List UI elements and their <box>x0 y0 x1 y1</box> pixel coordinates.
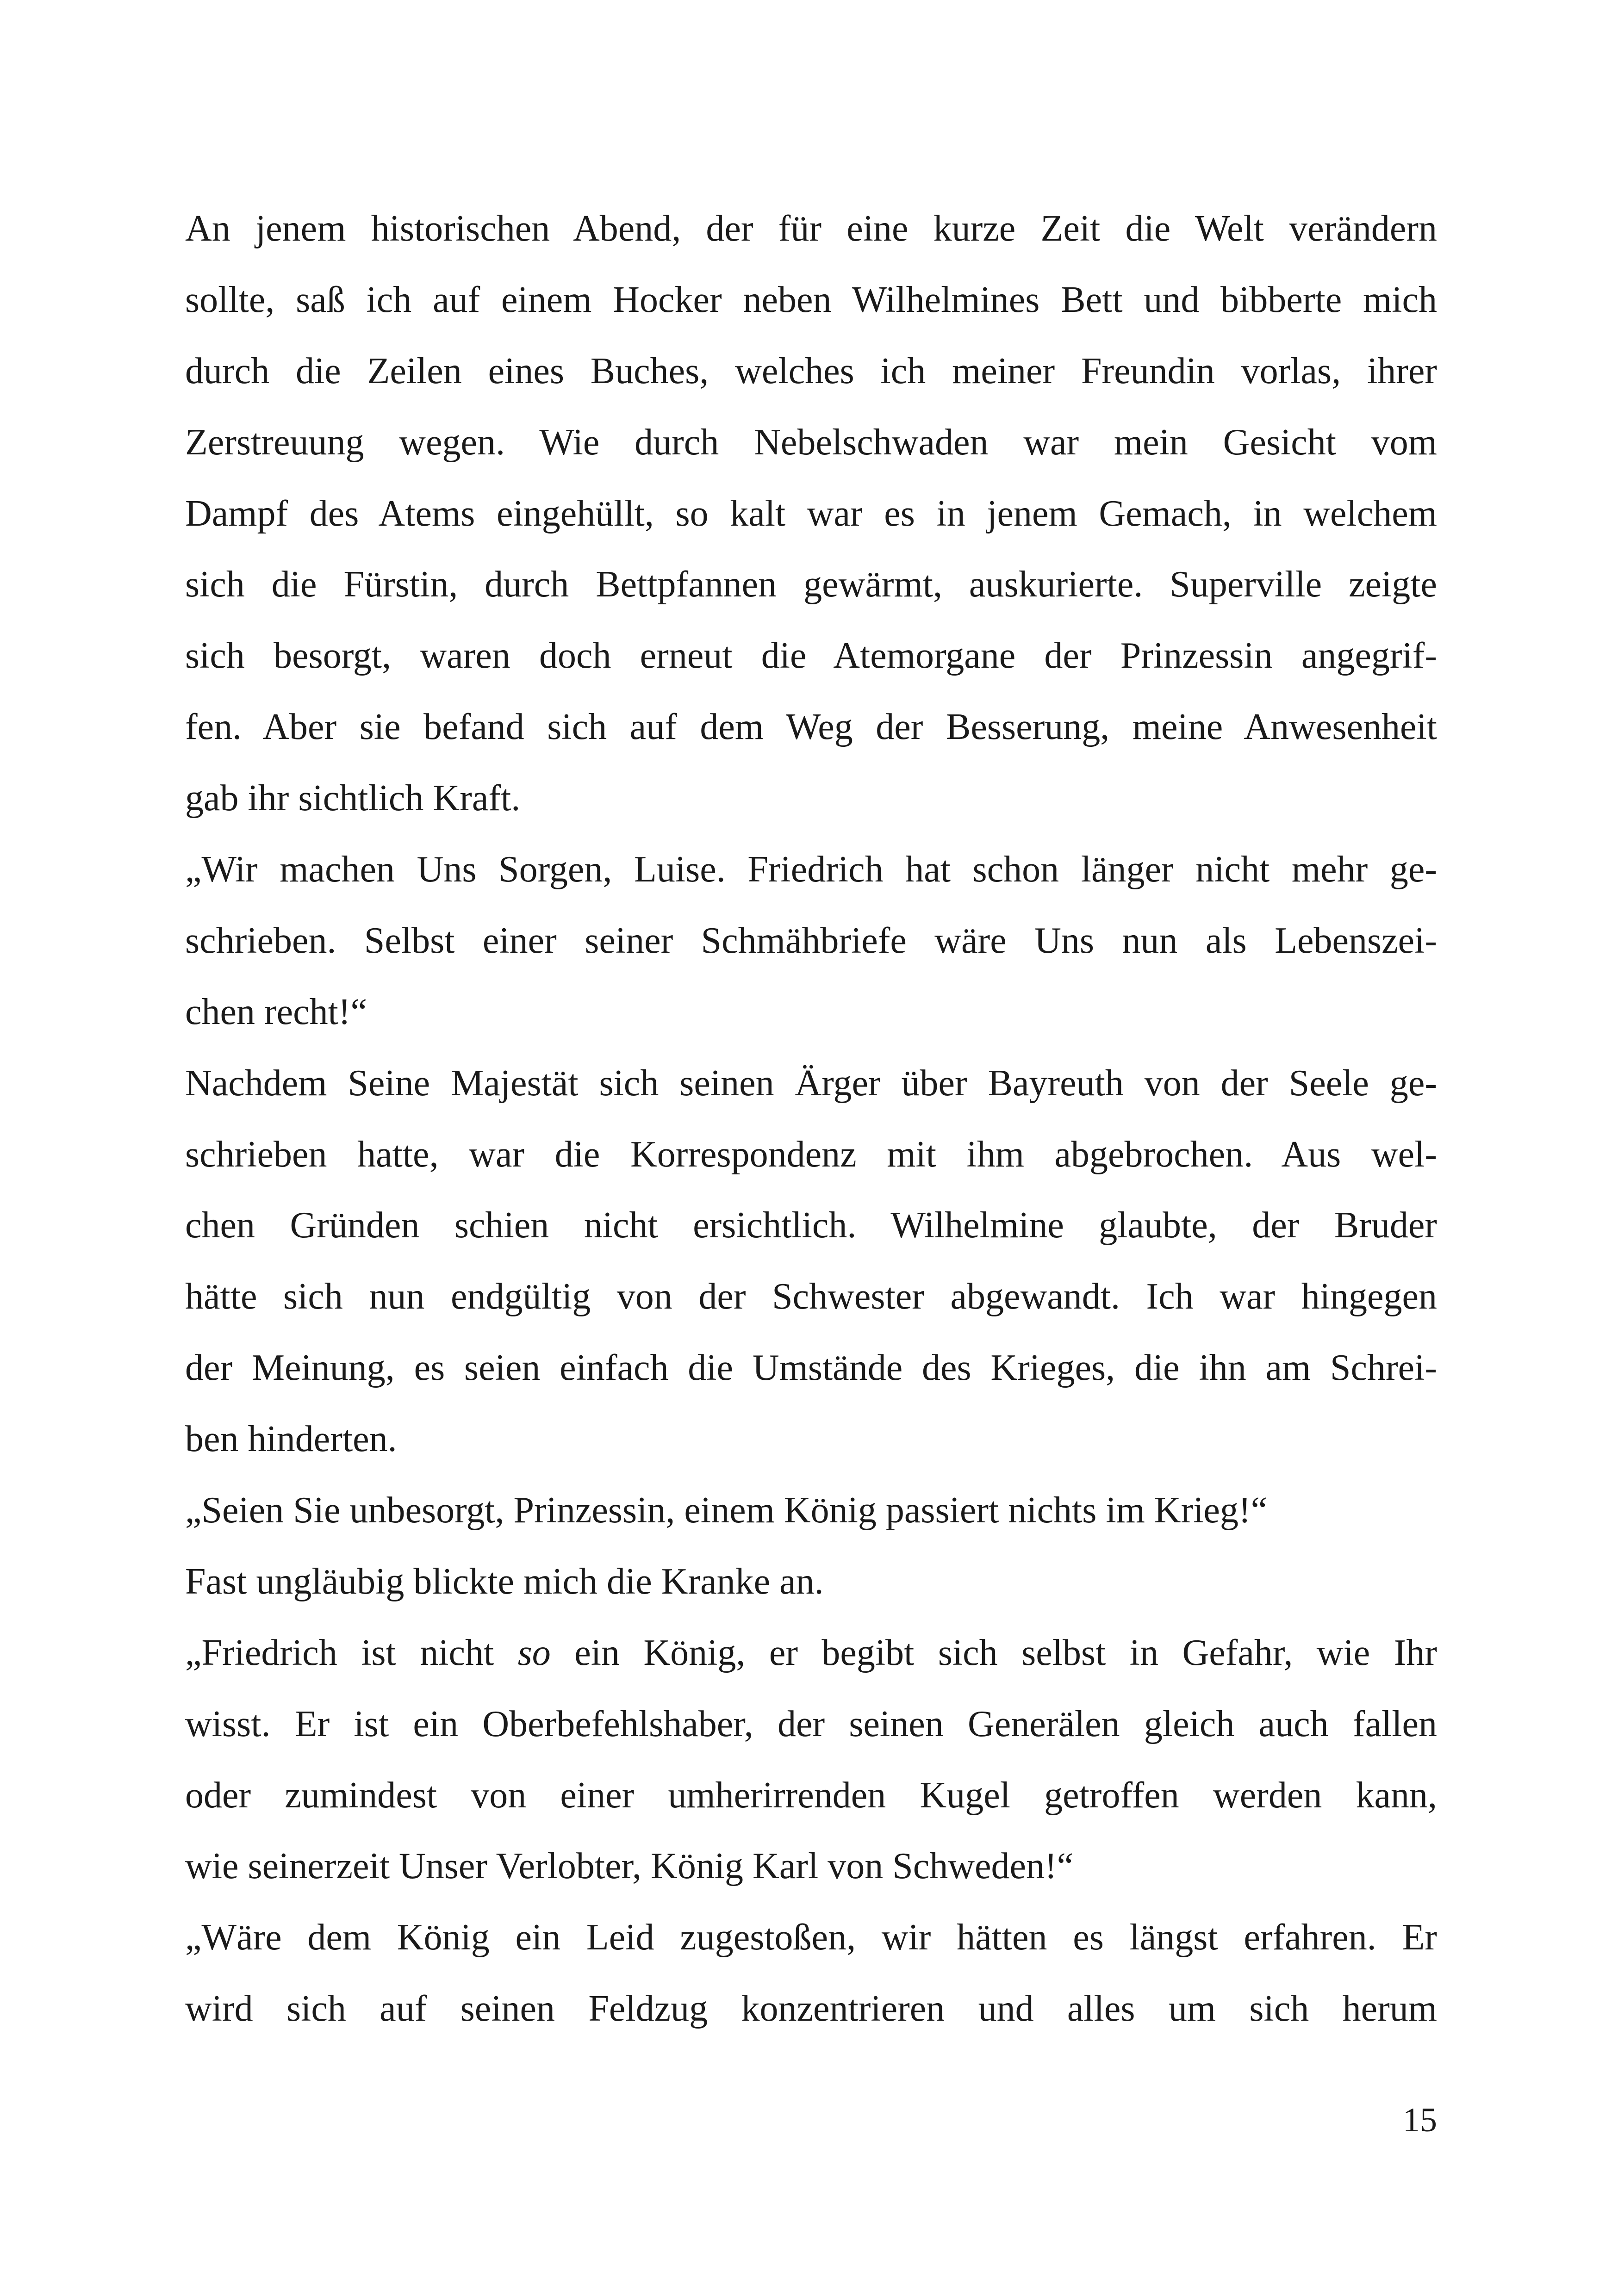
text-line: sich besorgt, waren doch erneut die Atemorgane der Prinzessin angegrif- <box>185 635 1437 676</box>
text-line: „Wäre dem König ein Leid zugestoßen, wir hätten es längst erfahren. Er <box>185 1917 1437 1958</box>
text-line: chen recht!“ <box>185 991 367 1032</box>
text-line: oder zumindest von einer umherirrenden Kugel getroffen werden kann, <box>185 1775 1437 1816</box>
body-text <box>185 193 1437 2045</box>
text-line: sollte, saß ich auf einem Hocker neben Wilhelmines Bett und bibberte mich <box>185 279 1437 320</box>
text-line: der Meinung, es seien einfach die Umstände des Krieges, die ihn am Schrei- <box>185 1347 1437 1389</box>
text-segment: „Friedrich ist nicht <box>185 1632 518 1673</box>
text-line: gab ihr sichtlich Kraft. <box>185 778 521 819</box>
text-line: durch die Zeilen eines Buches, welches ich meiner Freundin vorlas, ihrer <box>185 350 1437 391</box>
text-line: wird sich auf seinen Feldzug konzentrieren und alles um sich herum <box>185 1988 1437 2029</box>
text-line: schrieben. Selbst einer seiner Schmähbriefe wäre Uns nun als Lebenszei- <box>185 920 1437 961</box>
text-line: chen Gründen schien nicht ersichtlich. Wilhelmine glaubte, der Bruder <box>185 1205 1437 1246</box>
text-line: fen. Aber sie befand sich auf dem Weg der Besserung, meine Anwesenheit <box>185 707 1437 748</box>
text-line: „Seien Sie unbesorgt, Prinzessin, einem König passiert nichts im Krieg!“ <box>185 1490 1268 1531</box>
text-line: Zerstreuung wegen. Wie durch Nebelschwaden war mein Gesicht vom <box>185 422 1437 463</box>
text-line: An jenem historischen Abend, der für eine kurze Zeit die Welt verändern <box>185 208 1437 249</box>
text-segment: ein König, er begibt sich selbst in Gefahr, wie Ihr <box>550 1632 1437 1673</box>
text-line <box>185 1618 1437 1689</box>
text-line: Fast ungläubig blickte mich die Kranke an. <box>185 1561 824 1602</box>
text-line: Nachdem Seine Majestät sich seinen Ärger über Bayreuth von der Seele ge- <box>185 1062 1437 1104</box>
text-line: wisst. Er ist ein Oberbefehlshaber, der seinen Generälen gleich auch fallen <box>185 1703 1437 1744</box>
emphasized-word: so <box>517 1632 551 1673</box>
page-number: 15 <box>1403 2101 1437 2139</box>
text-line: sich die Fürstin, durch Bettpfannen gewärmt, auskurierte. Superville zeigte <box>185 564 1437 605</box>
text-line: ben hinderten. <box>185 1419 397 1460</box>
text-line: „Wir machen Uns Sorgen, Luise. Friedrich hat schon länger nicht mehr ge- <box>185 849 1437 890</box>
text-line: wie seinerzeit Unser Verlobter, König Karl von Schweden!“ <box>185 1846 1074 1887</box>
text-line: Dampf des Atems eingehüllt, so kalt war es in jenem Gemach, in welchem <box>185 493 1437 534</box>
text-line: schrieben hatte, war die Korrespondenz mit ihm abgebrochen. Aus wel- <box>185 1134 1437 1175</box>
text-line: hätte sich nun endgültig von der Schwester abgewandt. Ich war hingegen <box>185 1276 1437 1317</box>
